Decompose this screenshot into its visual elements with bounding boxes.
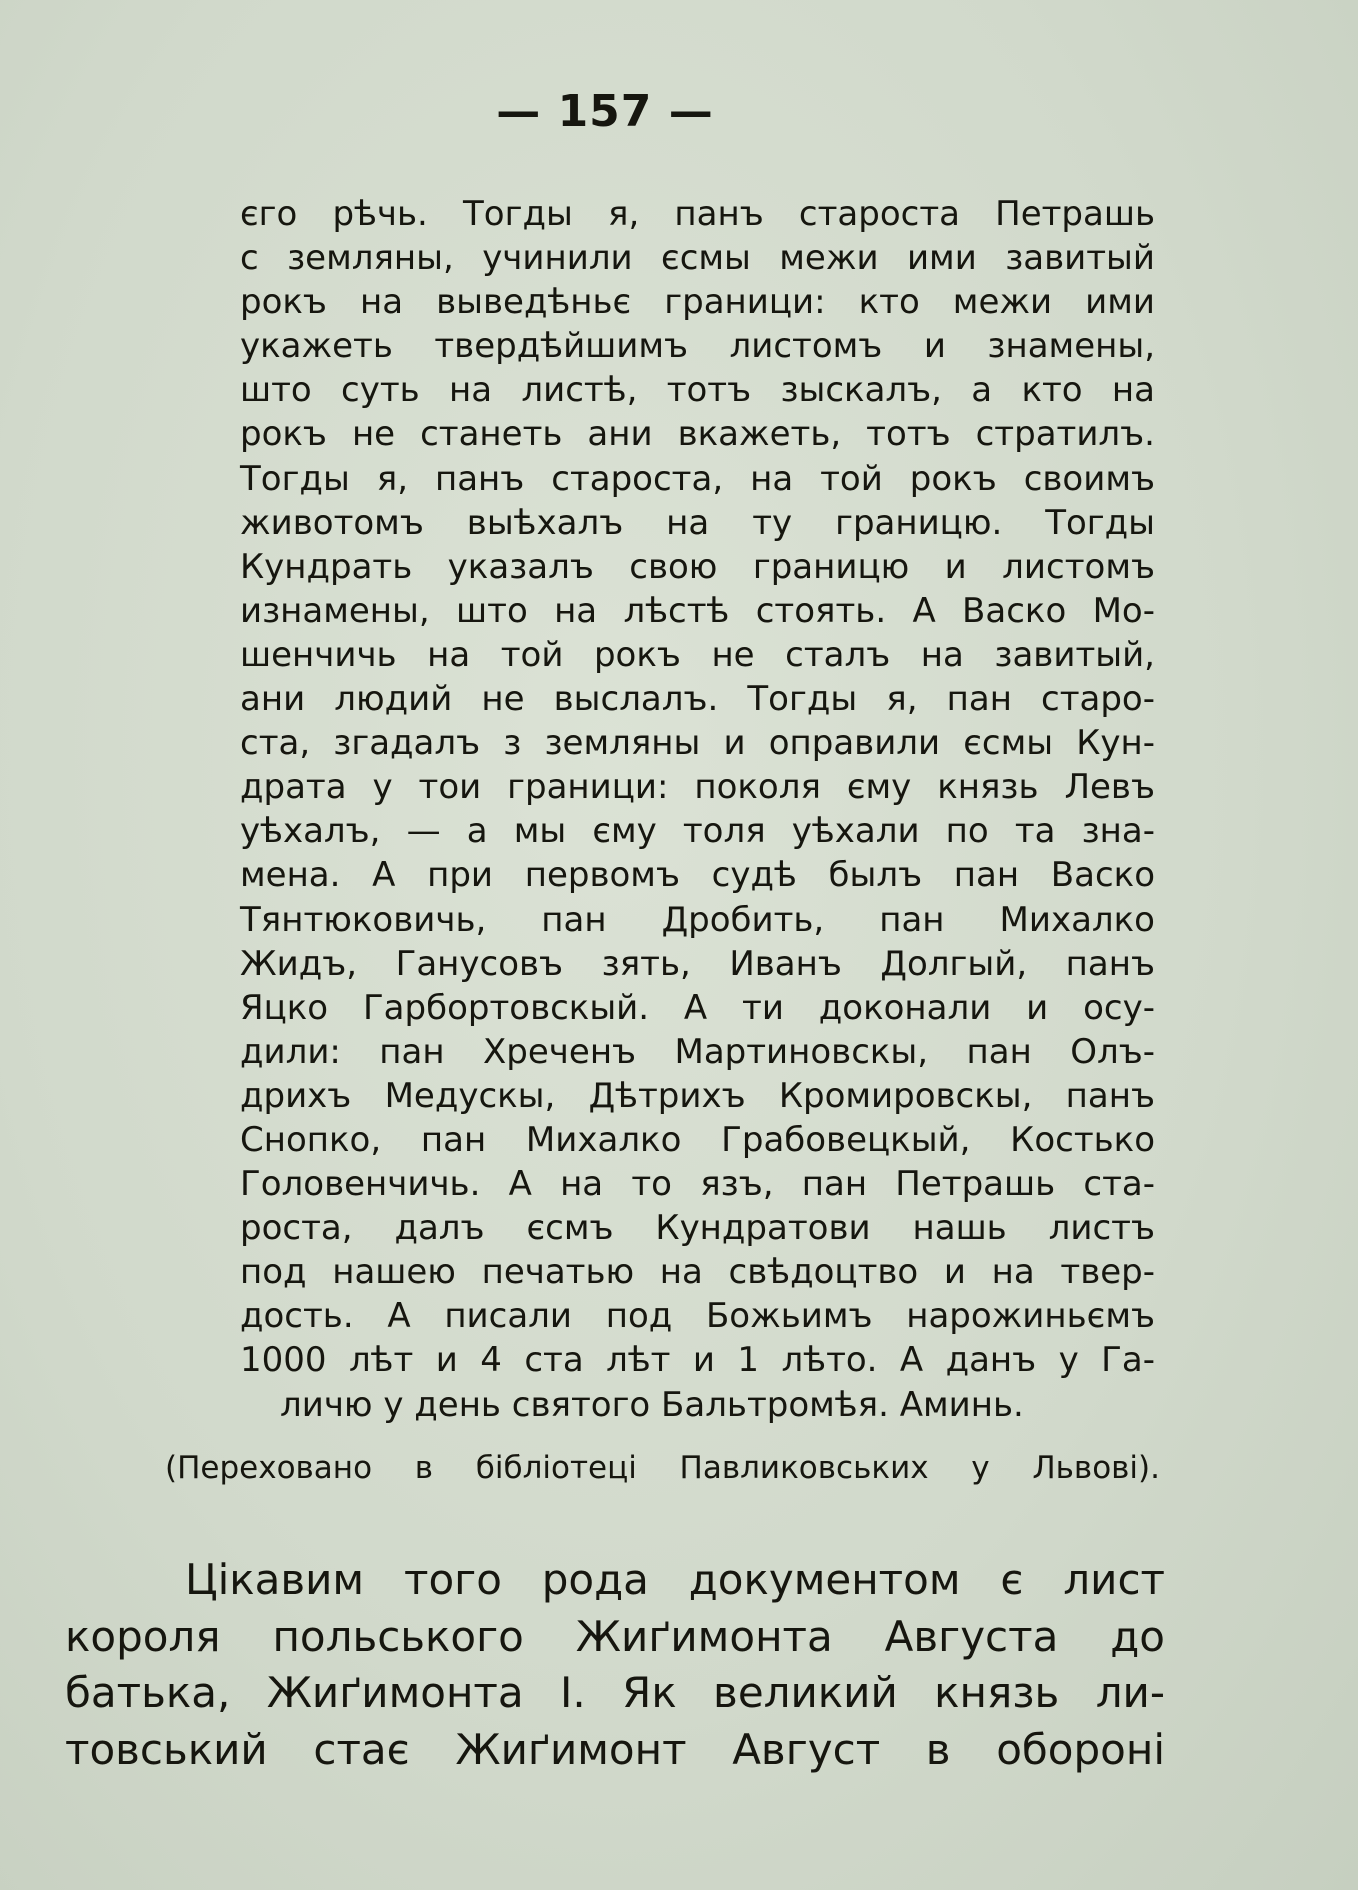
quote-line: Тогды я, панъ староста, на той рокъ своимъ (240, 458, 1155, 499)
page-number: — 157 — (496, 86, 714, 137)
quote-line: укажеть твердѣйшимъ листомъ и знамены, (240, 326, 1155, 367)
quote-line: Яцко Гарбортовскый. А ти доконали и осу- (240, 987, 1155, 1028)
quote-line: животомъ выѣхалъ на ту границю. Тогды (240, 502, 1155, 543)
body-line: короля польського Жиґимонта Августа до (65, 1611, 1165, 1661)
quote-line: дость. А писали под Божьимъ нарожиньємъ (240, 1296, 1155, 1337)
quote-line: личю у день святого Бальтромѣя. Аминь. (280, 1384, 1024, 1425)
quote-line: Тянтюковичь, пан Дробить, пан Михалко (240, 899, 1155, 940)
body-line: товський стає Жиґимонт Август в обороні (65, 1724, 1165, 1774)
quote-line: ста, згадалъ з земляны и оправили єсмы Кун- (240, 723, 1155, 764)
body-line: батька, Жиґимонта І. Як великий князь ли- (65, 1668, 1165, 1717)
quote-line: мена. А при первомъ судѣ былъ пан Васко (240, 855, 1155, 896)
quoted-charter-text (240, 192, 1155, 1427)
quote-line: дили: пан Хреченъ Мартиновскы, пан Олъ- (240, 1031, 1155, 1072)
quote-line: Жидъ, Ганусовъ зять, Иванъ Долгый, панъ (240, 943, 1155, 984)
quote-line: Головенчичь. А на то язъ, пан Петрашь ста- (240, 1164, 1155, 1205)
quote-line: с земляны, учинили єсмы межи ими завитый (240, 238, 1155, 279)
quote-line: ани людий не выслалъ. Тогды я, пан старо- (240, 679, 1155, 720)
quote-line: Снопко, пан Михалко Грабовецкый, Костько (240, 1119, 1155, 1160)
quote-line: рокъ на выведѣньє граници: кто межи ими (240, 282, 1155, 323)
quote-line: єго рѣчь. Тогды я, панъ староста Петрашь (240, 194, 1155, 234)
quote-line: 1000 лѣт и 4 ста лѣт и 1 лѣто. А данъ у Га- (240, 1340, 1155, 1381)
body-paragraph (65, 1552, 1165, 1778)
quote-line: дрихъ Медускы, Дѣтрихъ Кромировскы, панъ (240, 1075, 1155, 1116)
quote-line: драта у тои граници: поколя єму князь Левъ (240, 767, 1155, 808)
quote-line: роста, далъ єсмъ Кундратови нашь листъ (240, 1208, 1155, 1249)
body-line: Цікавим того рода документом є лист (185, 1555, 1165, 1604)
quote-line: Кундрать указалъ свою границю и листомъ (240, 546, 1155, 587)
quote-line: рокъ не станеть ани вкажеть, тотъ стратилъ. (240, 414, 1155, 455)
quote-line: под нашею печатью на свѣдоцтво и на твер- (240, 1252, 1155, 1293)
quote-line: уѣхалъ, — а мы єму толя уѣхали по та зна- (240, 811, 1155, 852)
quote-line: шенчичь на той рокъ не сталъ на завитый, (240, 634, 1155, 675)
source-note: (Переховано в бібліотеці Павликовських у Львові). (165, 1450, 1160, 1486)
quote-line: што суть на листѣ, тотъ зыскалъ, а кто на (240, 370, 1155, 411)
quote-line: изнамены, што на лѣстѣ стоять. А Васко Мо- (240, 590, 1155, 631)
